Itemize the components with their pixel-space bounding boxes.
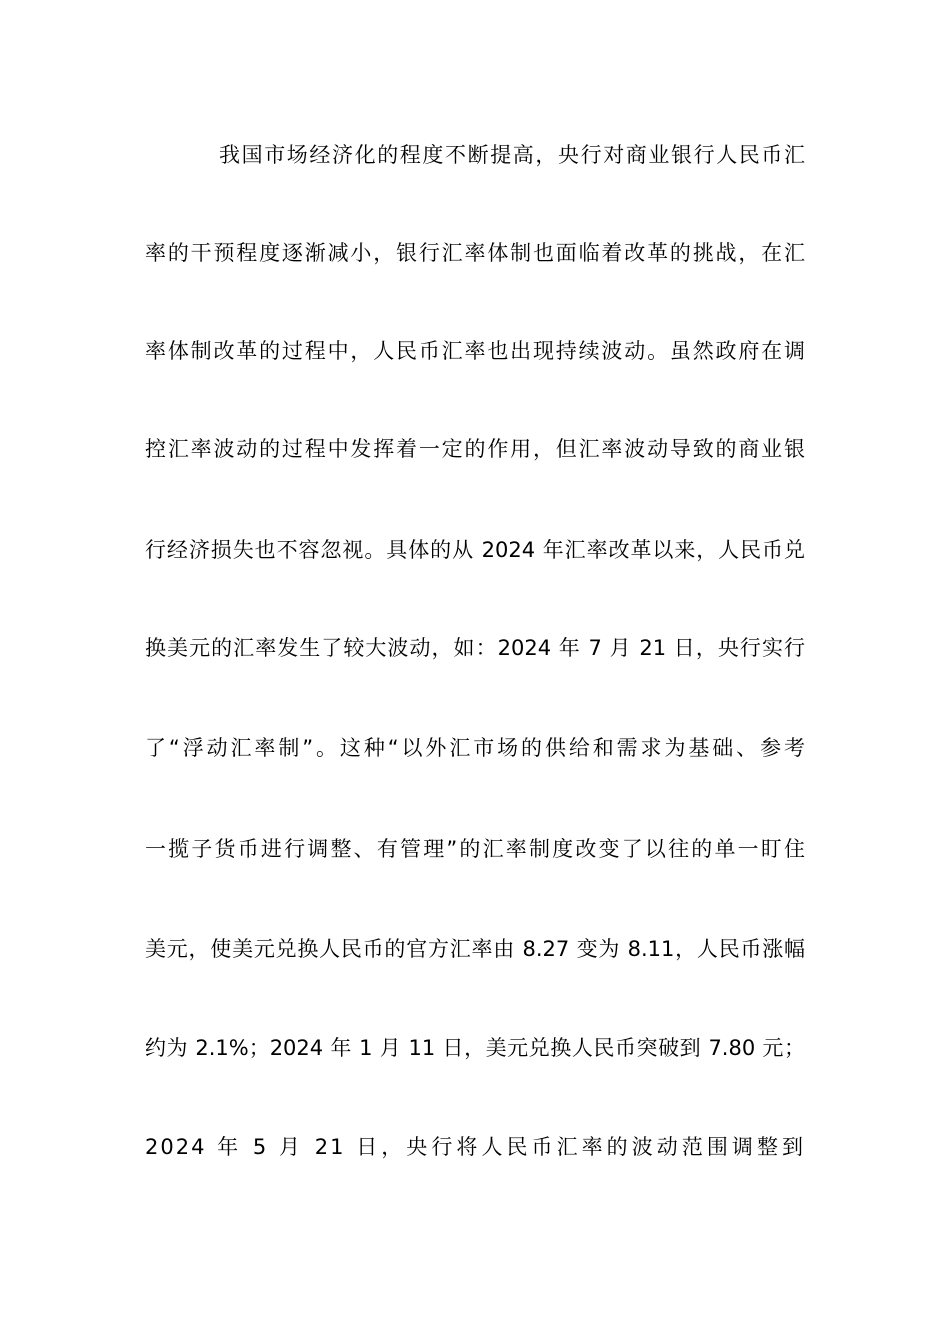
paragraph-line: 一揽子货币进行调整、有管理”的汇率制度改变了以往的单一盯住 — [145, 837, 805, 861]
paragraph-line: 率体制改革的过程中，人民币汇率也出现持续波动。虽然政府在调 — [145, 339, 805, 363]
paragraph-line: 美元，使美元兑换人民币的官方汇率由 8.27 变为 8.11，人民币涨幅 — [145, 937, 805, 961]
paragraph-line: 率的干预程度逐渐减小，银行汇率体制也面临着改革的挑战，在汇 — [145, 241, 805, 265]
paragraph-line: 我国市场经济化的程度不断提高，央行对商业银行人民币汇 — [219, 143, 805, 167]
paragraph-line: 行经济损失也不容忽视。具体的从 2024 年汇率改革以来，人民币兑 — [145, 538, 805, 562]
paragraph-line: 约为 2.1%；2024 年 1 月 11 日，美元兑换人民币突破到 7.80 元； — [145, 1036, 805, 1060]
paragraph-line: 控汇率波动的过程中发挥着一定的作用，但汇率波动导致的商业银 — [145, 437, 805, 461]
paragraph-line: 2024 年 5 月 21 日，央行将人民币汇率的波动范围调整到 — [145, 1135, 805, 1159]
paragraph-line: 换美元的汇率发生了较大波动，如：2024 年 7 月 21 日，央行实行 — [145, 636, 805, 660]
paragraph-line: 了“浮动汇率制”。这种“以外汇市场的供给和需求为基础、参考 — [145, 736, 805, 760]
